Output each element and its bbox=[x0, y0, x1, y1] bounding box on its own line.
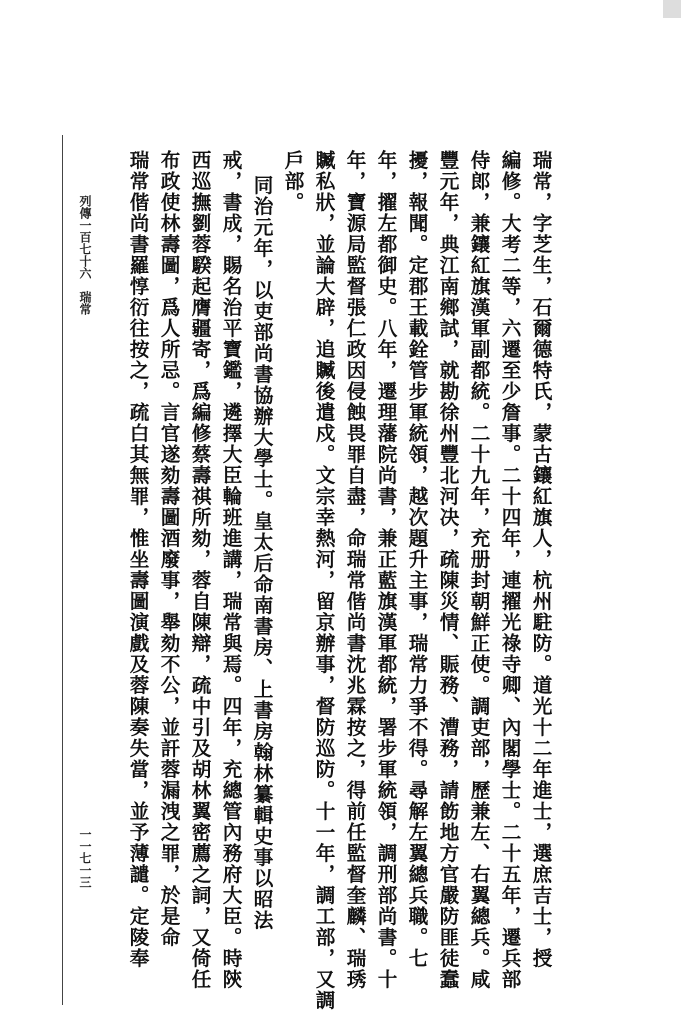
text-column-11: 戒，書成，賜名治平寶鑑，遴擇大臣輪班進講，瑞常與焉。四年，充總管內務府大臣。時陝 bbox=[219, 150, 242, 990]
page-number: 一一七一三 bbox=[78, 828, 92, 888]
text-column-10: 同治元年，以吏部尚書協辦大學士。皇太后命南書房、上書房翰林纂輯史事以昭法 bbox=[250, 175, 273, 931]
running-header: 列傳一百七十六 瑞常 bbox=[78, 195, 92, 315]
text-column-7: 年，寶源局監督張仁政因侵蝕畏罪自盡，命瑞常偕尚書沈兆霖按之，得前任監督奎麟、瑞琇 bbox=[343, 150, 366, 990]
text-column-6: 年，擢左都御史。八年，遷理藩院尚書，兼正藍旗漢軍都統，署步軍統領，調刑部尚書。十 bbox=[374, 150, 397, 990]
text-column-3: 侍郎，兼鑲紅旗漢軍副都統。二十九年，充册封朝鮮正使。調吏部，歷兼左、右翼總兵。咸 bbox=[467, 150, 490, 990]
margin-rule bbox=[62, 135, 63, 1005]
scan-corner bbox=[663, 0, 681, 18]
text-column-8: 贓私狀，並論大辟，追贓後遣戍。文宗幸熱河，留京辦事，督防巡防。十一年，調工部，又調 bbox=[312, 150, 335, 1011]
text-column-13: 布政使林壽圖，爲人所忌。言官遂劾壽圖酒廢事，舉劾不公，並訐蓉漏洩之罪，於是命 bbox=[157, 150, 180, 948]
text-column-12: 西巡撫劉蓉騤起膺疆寄，爲編修蔡壽祺所劾，蓉自陳辯，疏中引及胡林翼密薦之詞，又倚任 bbox=[188, 150, 211, 990]
text-column-4: 豐元年，典江南鄉試，就勘徐州豐北河决，疏陳災情、賑務、漕務，請飭地方官嚴防匪徒蠢 bbox=[436, 150, 459, 990]
text-column-9: 戶部。 bbox=[281, 150, 304, 213]
text-column-14: 瑞常偕尚書羅惇衍往按之，疏白其無罪，惟坐壽圖演戲及蓉陳奏失當，並予薄譴。定陵奉 bbox=[126, 150, 149, 969]
text-column-1: 瑞常，字芝生，石爾德特氏，蒙古鑲紅旗人，杭州駐防。道光十二年進士，選庶吉士，授 bbox=[529, 150, 552, 969]
text-column-2: 編修。大考二等，六遷至少詹事。二十四年，連擢光祿寺卿、內閣學士。二十五年，遷兵部 bbox=[498, 150, 521, 990]
text-column-5: 擾，報聞。定郡王載銓管步軍統領，越次題升主事，瑞常力爭不得。尋解左翼總兵職。七 bbox=[405, 150, 428, 969]
